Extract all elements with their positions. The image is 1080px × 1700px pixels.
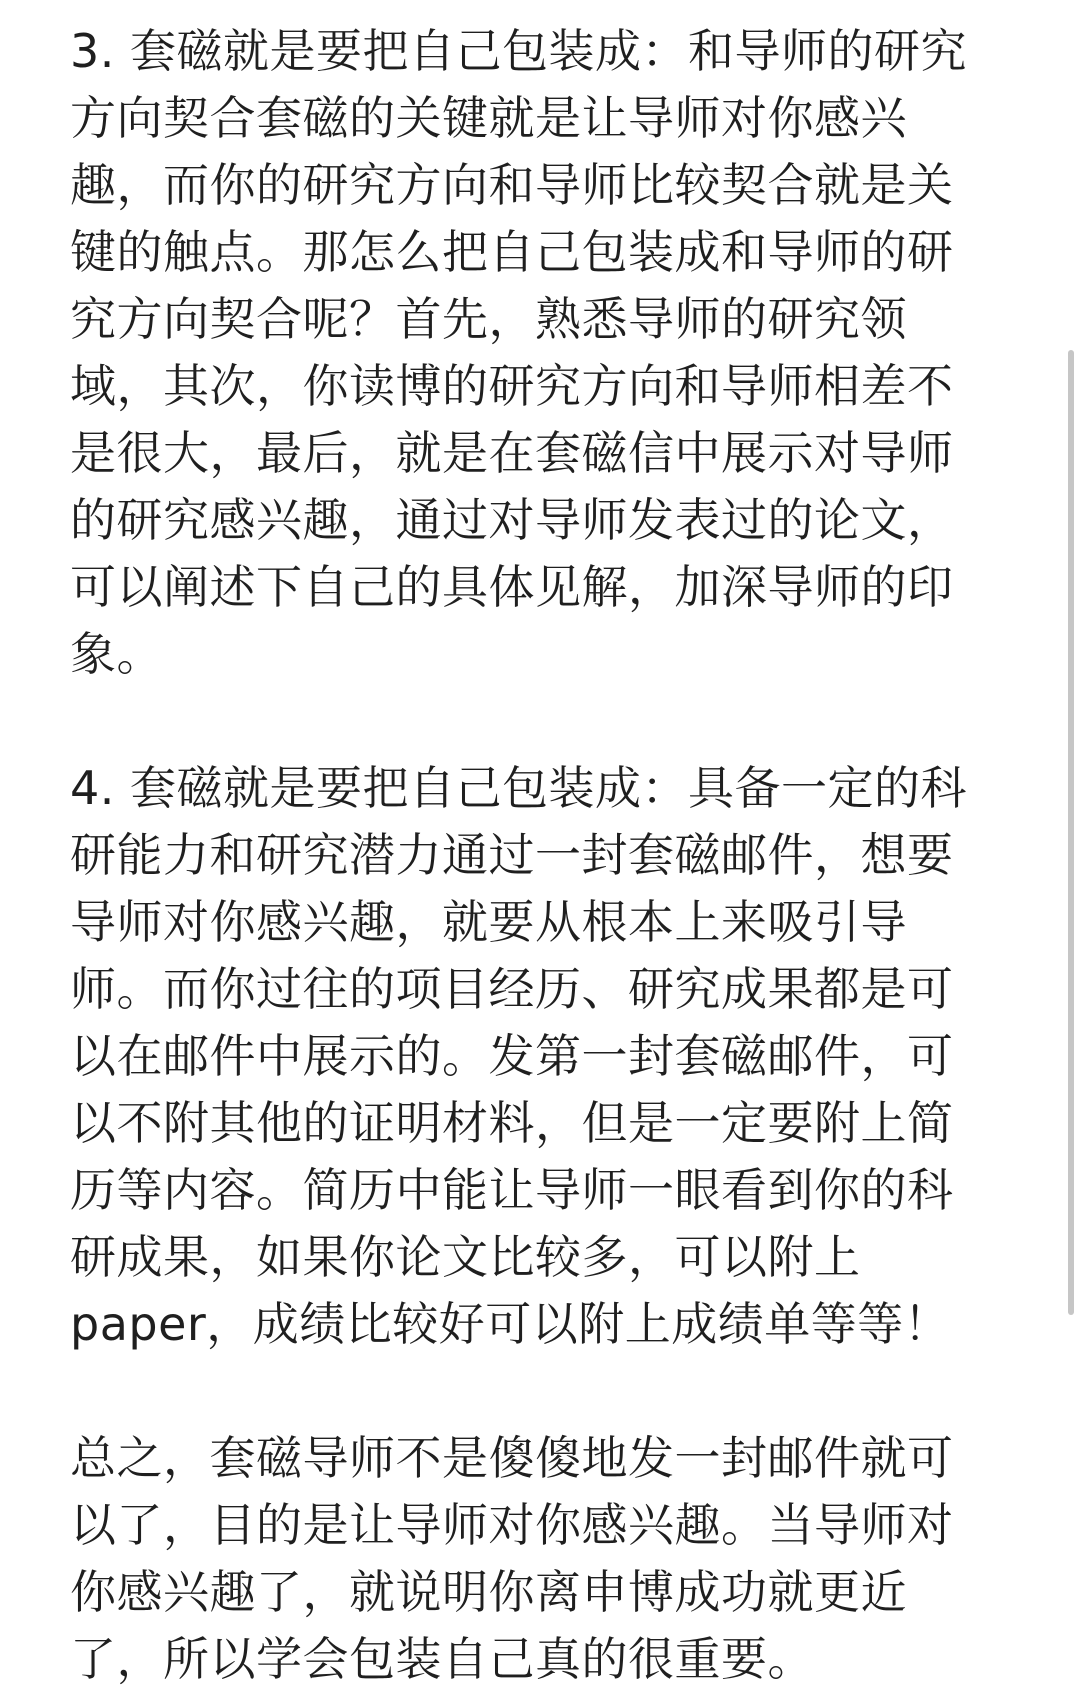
paragraph-line: 导师对你感兴趣，就要从根本上来吸引导	[70, 895, 907, 949]
paragraph-line: paper，成绩比较好可以附上成绩单等等！	[70, 1297, 951, 1351]
paragraph-line: 历等内容。简历中能让导师一眼看到你的科	[70, 1163, 954, 1217]
paragraph-line: 以在邮件中展示的。发第一封套磁邮件，可	[70, 1029, 954, 1083]
paragraph-line: 4. 套磁就是要把自己包装成：具备一定的科	[70, 761, 968, 815]
paragraph-line: 键的触点。那怎么把自己包装成和导师的研	[70, 225, 954, 279]
paragraph-line: 域，其次，你读博的研究方向和导师相差不	[70, 359, 954, 413]
paragraph-line: 象。	[70, 627, 163, 681]
paragraph-line: 方向契合套磁的关键就是让导师对你感兴	[70, 91, 907, 145]
paragraph-line: 了，所以学会包装自己真的很重要。	[70, 1632, 814, 1686]
paragraph-line: 你感兴趣了，就说明你离申博成功就更近	[70, 1565, 907, 1619]
paragraph-spacer	[70, 1358, 990, 1425]
paragraph-line: 师。而你过往的项目经历、研究成果都是可	[70, 962, 954, 1016]
paragraph-line: 可以阐述下自己的具体见解，加深导师的印	[70, 560, 954, 614]
paragraph-3	[70, 18, 990, 688]
paragraph-line: 3. 套磁就是要把自己包装成：和导师的研究	[70, 24, 968, 78]
paragraph-line: 总之，套磁导师不是傻傻地发一封邮件就可	[70, 1431, 954, 1485]
paragraph-4	[70, 755, 990, 1358]
paragraph-line: 研能力和研究潜力通过一封套磁邮件，想要	[70, 828, 954, 882]
vertical-scrollbar[interactable]	[1068, 0, 1080, 1700]
paragraph-line: 以不附其他的证明材料，但是一定要附上简	[70, 1096, 954, 1150]
paragraph-line: 研成果，如果你论文比较多，可以附上	[70, 1230, 861, 1284]
paragraph-line: 究方向契合呢？首先，熟悉导师的研究领	[70, 292, 907, 346]
paragraph-line: 是很大，最后，就是在套磁信中展示对导师	[70, 426, 954, 480]
paragraph-line: 趣，而你的研究方向和导师比较契合就是关	[70, 158, 954, 212]
paragraph-line: 的研究感兴趣，通过对导师发表过的论文，	[70, 493, 954, 547]
article-body	[70, 18, 990, 1693]
scrollbar-thumb[interactable]	[1068, 350, 1074, 1315]
paragraph-summary	[70, 1425, 990, 1693]
paragraph-spacer	[70, 688, 990, 755]
paragraph-line: 以了，目的是让导师对你感兴趣。当导师对	[70, 1498, 954, 1552]
